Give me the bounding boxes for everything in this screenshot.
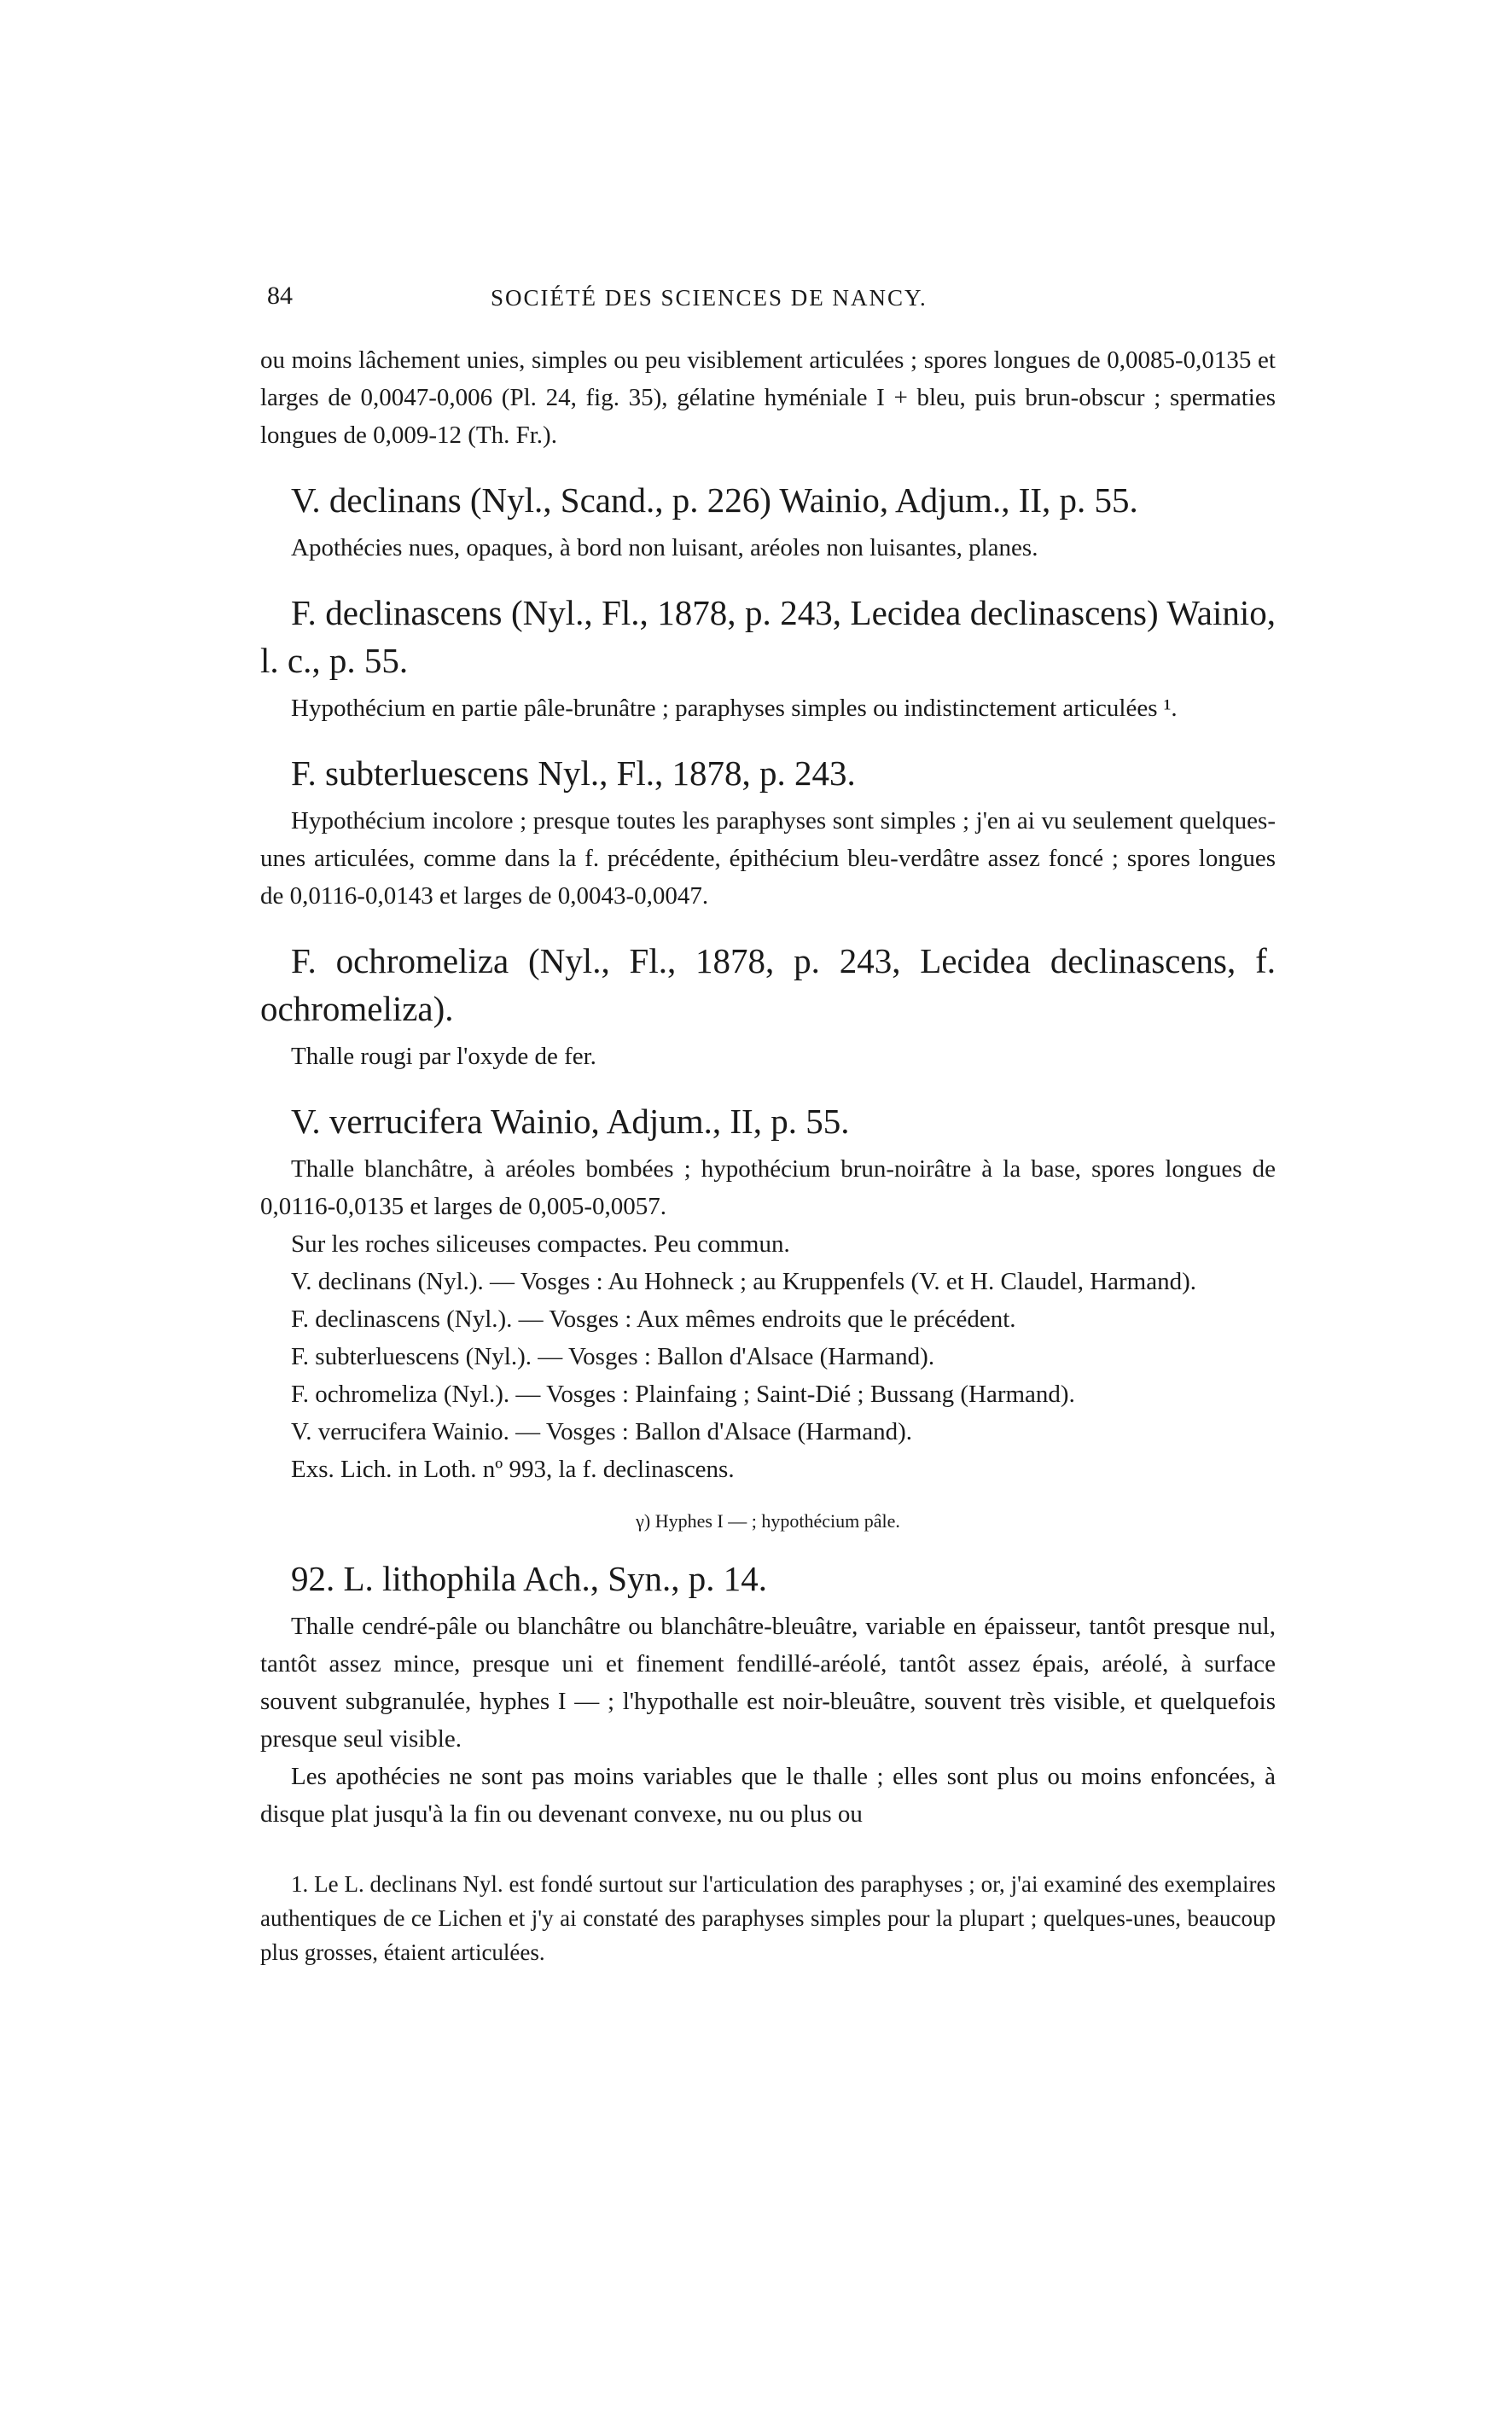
station-ochromeliza: F. ochromeliza (Nyl.). — Vosges : Plainfaing ; Saint-Dié ; Bussang (Harmand). [291,1381,1075,1408]
page-number: 84 [267,282,293,310]
footnote: 1. Le L. declinans Nyl. est fondé surtout sur l'articulation des paraphyses ; or, j'ai examiné des exemplaires authentiques de ce Lichen et j'y ai constaté des paraphyses simples pour la plupart ; quelques-unes, beaucoup plus grosses, étaient articulées. [260,1871,1276,1965]
station-declinans: V. declinans (Nyl.). — Vosges : Au Hohneck ; au Kruppenfels (V. et H. Claudel, Harmand). [291,1268,1197,1295]
taxon-heading-declinans: V. declinans (Nyl., Scand., p. 226) Wainio, Adjum., II, p. 55. [291,480,1138,520]
paragraph-intro: ou moins lâchement unies, simples ou peu visiblement articulées ; spores longues de 0,0085-0,0135 et larges de 0,0047-0,006 (Pl. 24, fig. 35), gélatine hyméniale I + bleu, puis brun-obscur ; spermaties longues de 0,009-12 (Th. Fr.). [260,346,1276,449]
journal-title: SOCIÉTÉ DES SCIENCES DE NANCY. [491,285,928,311]
paragraph-declinascens: Hypothécium en partie pâle-brunâtre ; paraphyses simples ou indistinctement articulées ¹. [291,695,1178,722]
paragraph-ochromeliza: Thalle rougi par l'oxyde de fer. [291,1043,596,1070]
subsection-heading: γ) Hyphes I — ; hypothécium pâle. [636,1510,900,1532]
paragraph-declinans: Apothécies nues, opaques, à bord non luisant, aréoles non luisantes, planes. [291,534,1038,561]
station-subterluescens: F. subterluescens (Nyl.). — Vosges : Ballon d'Alsace (Harmand). [291,1343,935,1370]
paragraph-verrucifera: Thalle blanchâtre, à aréoles bombées ; hypothécium brun-noirâtre à la base, spores longues de 0,0116-0,0135 et larges de 0,005-0,0057. [260,1155,1276,1220]
taxon-heading-subterluescens: F. subterluescens Nyl., Fl., 1878, p. 243. [291,753,856,793]
page [260,282,1276,1969]
taxon-heading-ochromeliza: F. ochromeliza (Nyl., Fl., 1878, p. 243, Lecidea declinascens, f. ochromeliza). [260,941,1276,1028]
paragraph-lithophila-apothecies: Les apothécies ne sont pas moins variables que le thalle ; elles sont plus ou moins enfoncées, à disque plat jusqu'à la fin ou devenant convexe, nu ou plus ou [260,1763,1276,1828]
paragraph-subterluescens: Hypothécium incolore ; presque toutes les paraphyses sont simples ; j'en ai vu seulement quelques-unes articulées, comme dans la f. précédente, épithécium bleu-verdâtre assez foncé ; spores longues de 0,0116-0,0143 et larges de 0,0043-0,0047. [260,807,1276,910]
station-declinascens: F. declinascens (Nyl.). — Vosges : Aux mêmes endroits que le précédent. [291,1305,1016,1333]
paragraph-lithophila-thalle: Thalle cendré-pâle ou blanchâtre ou blanchâtre-bleuâtre, variable en épaisseur, tantôt presque nul, tantôt assez mince, presque uni et finement fendillé-aréolé, tantôt assez épais, aréolé, à surface souvent subgranulée, hyphes I — ; l'hypothalle est noir-bleuâtre, souvent très visible, et quelquefois presque seul visible. [260,1613,1276,1753]
running-head [260,282,1276,323]
paragraph-habitat: Sur les roches siliceuses compactes. Peu commun. [291,1230,790,1258]
species-heading-lithophila: 92. L. lithophila Ach., Syn., p. 14. [291,1559,768,1598]
station-verrucifera: V. verrucifera Wainio. — Vosges : Ballon d'Alsace (Harmand). [291,1418,912,1445]
taxon-heading-verrucifera: V. verrucifera Wainio, Adjum., II, p. 55. [291,1102,850,1141]
taxon-heading-declinascens: F. declinascens (Nyl., Fl., 1878, p. 243, Lecidea declinascens) Wainio, l. c., p. 55. [260,593,1276,680]
exsiccata: Exs. Lich. in Loth. nº 993, la f. declinascens. [291,1456,735,1483]
